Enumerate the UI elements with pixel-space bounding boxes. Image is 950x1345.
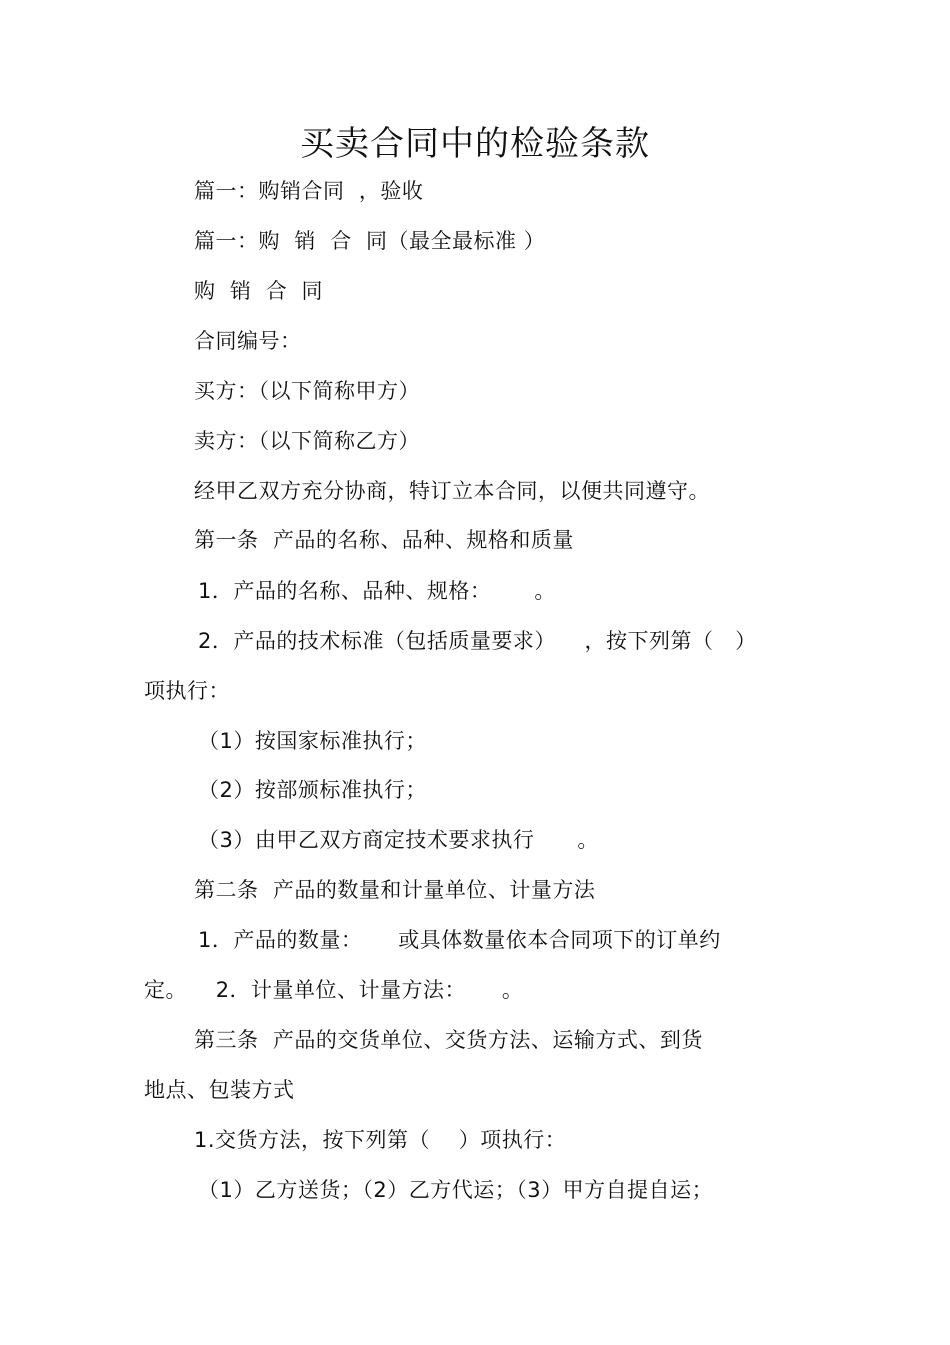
line-1: 篇一：购销合同 ，验收 — [194, 179, 424, 203]
line-10: 2．产品的技术标准（包括质量要求） ，按下列第（ ） — [198, 629, 757, 653]
line-9: 1．产品的名称、品种、规格： 。 — [198, 579, 556, 603]
line-21: （1）乙方送货；（2）乙方代运；（3）甲方自提自运； — [198, 1178, 714, 1202]
line-17: 定。 2．计量单位、计量方法： 。 — [144, 978, 524, 1002]
line-11: 项执行： — [144, 679, 230, 703]
line-16: 1．产品的数量： 或具体数量依本合同项下的订单约 — [198, 928, 721, 952]
line-5: 买方：（以下简称甲方） — [194, 379, 420, 403]
document-title: 买卖合同中的检验条款 — [300, 124, 650, 164]
line-20: 1.交货方法，按下列第（ ）项执行： — [194, 1128, 567, 1152]
line-14: （3）由甲乙双方商定技术要求执行 。 — [198, 828, 599, 852]
line-15: 第二条 产品的数量和计量单位、计量方法 — [194, 878, 596, 902]
line-4: 合同编号： — [194, 329, 302, 353]
line-19: 地点、包装方式 — [144, 1078, 295, 1102]
line-6: 卖方：（以下简称乙方） — [194, 429, 420, 453]
line-2: 篇一：购 销 合 同（最全最标准 ） — [194, 229, 546, 253]
line-12: （1）按国家标准执行； — [198, 729, 427, 753]
line-18: 第三条 产品的交货单位、交货方法、运输方式、到货 — [194, 1028, 703, 1052]
line-13: （2）按部颁标准执行； — [198, 778, 427, 802]
line-3: 购 销 合 同 — [194, 279, 324, 303]
line-7: 经甲乙双方充分协商，特订立本合同，以便共同遵守。 — [194, 479, 710, 503]
line-8: 第一条 产品的名称、品种、规格和质量 — [194, 528, 574, 552]
